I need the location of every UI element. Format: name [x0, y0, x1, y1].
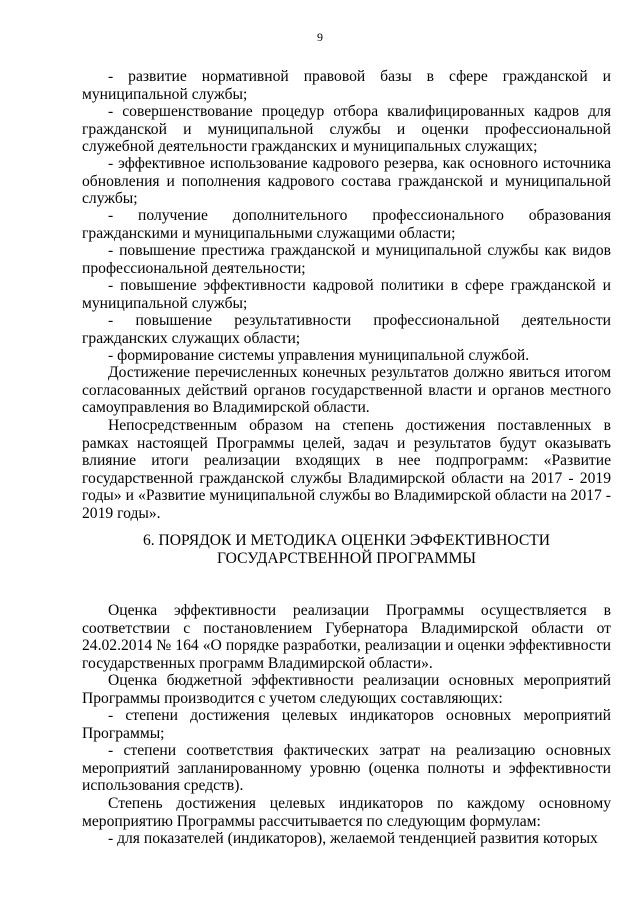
page-number: 9 [317, 30, 323, 44]
list-item-service-prestige: - повышение престижа гражданской и муниципальной службы как видов профессиональной деятельности; [82, 242, 611, 277]
list-item-personnel-policy: - повышение эффективности кадровой политики в сфере гражданской и муниципальной службы; [82, 277, 611, 312]
paragraph-assessment: Оценка эффективности реализации Программы осуществляется в соответствии с постановлением Губернатора Владимирской области от 24.02.2014 № 164 «О порядке разработки, реализации и оценки эффективности государственных программ Владимирской области». [82, 602, 611, 672]
list-item-personnel-reserve: - эффективное использование кадрового резерва, как основного источника обновления и пополнения кадрового состава гражданской и муниципальной службы; [82, 155, 611, 207]
list-item-indicators: - для показателей (индикаторов), желаемой тенденцией развития которых [108, 830, 598, 847]
list-item-selection-procedures: - совершенствование процедур отбора квалифицированных кадров для гражданской и муниципальной службы и оценки профессиональной служебной деятельности гражданских и муниципальных служащих; [82, 103, 611, 155]
section-heading [82, 532, 611, 568]
paragraph-achievement: Достижение перечисленных конечных результатов должно явиться итогом согласованных действий органов государственной власти и органов местного самоуправления во Владимирской области. [82, 364, 611, 416]
list-item-legal-base: - развитие нормативной правовой базы в сфере гражданской и муниципальной службы; [82, 68, 611, 103]
paragraph-degree: Степень достижения целевых индикаторов по каждому основному мероприятию Программы рассчитывается по следующим формулам: [82, 795, 611, 830]
list-item-degree-targets: - степени достижения целевых индикаторов основных мероприятий Программы; [82, 707, 611, 742]
paragraph-influence: Непосредственным образом на степень достижения поставленных в рамках настоящей Программы целей, задач и результатов будут оказывать влияние итоги реализации входящих в нее подпрограмм: «Развитие государственной гражданской службы Владимирской области на 2017 - 2019 годы» и «Развитие муниципальной службы во Владимирской области на 2017 - 2019 годы». [82, 417, 611, 522]
list-item-management-system: - формирование системы управления муниципальной службой. [108, 347, 530, 364]
paragraph-budget: Оценка бюджетной эффективности реализации основных мероприятий Программы производится с учетом следующих составляющих: [82, 672, 611, 707]
section-heading-line2: ГОСУДАРСТВЕННОЙ ПРОГРАММЫ [217, 550, 476, 567]
list-item-performance: - повышение результативности профессиональной деятельности гражданских служащих области; [82, 312, 611, 347]
list-item-additional-education: - получение дополнительного профессионального образования гражданскими и муниципальными служащими области; [82, 207, 611, 242]
list-item-degree-costs: - степени соответствия фактических затрат на реализацию основных мероприятий запланированному уровню (оценка полноты и эффективности использования средств). [82, 742, 611, 794]
section-heading-line1: 6. ПОРЯДОК И МЕТОДИКА ОЦЕНКИ ЭФФЕКТИВНОСТИ [142, 532, 551, 549]
